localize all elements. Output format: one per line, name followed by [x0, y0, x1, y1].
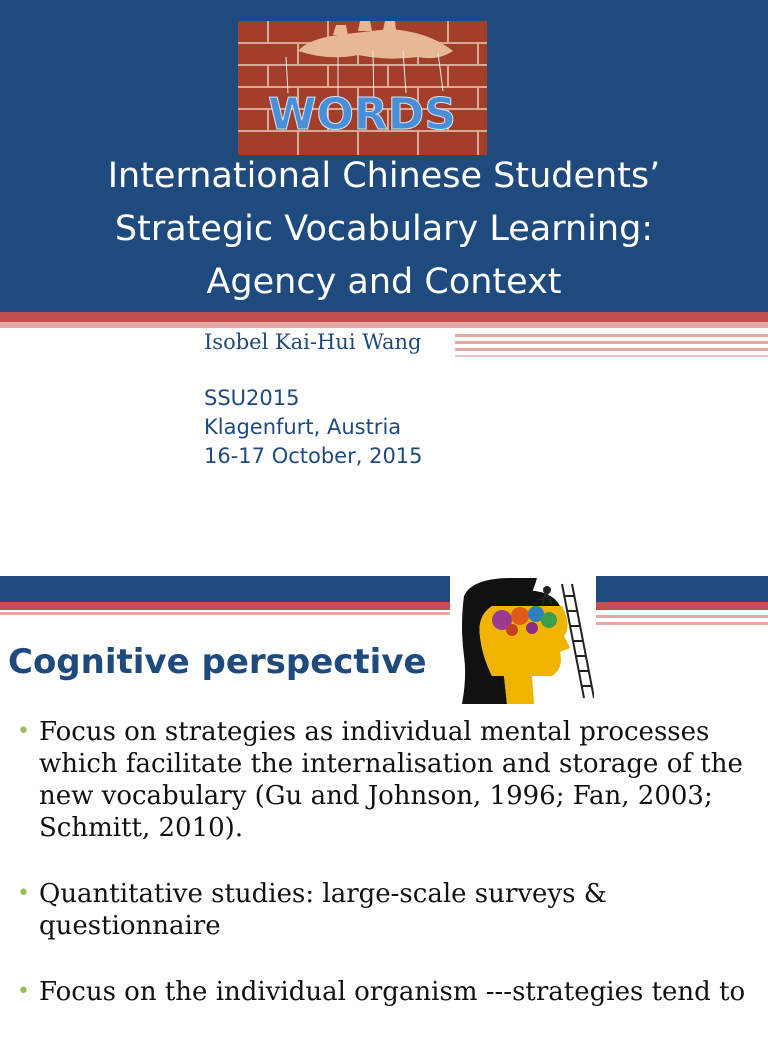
bullet-dot-icon: •	[17, 979, 30, 1004]
red-bar-right	[596, 602, 768, 610]
navy-bar-right	[596, 576, 768, 602]
event-location: Klagenfurt, Austria	[204, 415, 402, 439]
navy-bar-left	[0, 576, 450, 602]
bullet-text: Focus on strategies as individual mental processes which facilitate the internalisation and storage of the new vocabulary (Gu and Johnson, 1996; Fan, 2003; Schmitt, 2010).	[39, 717, 743, 843]
right-stripe-3	[455, 348, 768, 351]
bullet-text: Focus on the individual organism ---strategies tend to	[39, 977, 746, 1007]
bullet-dot-icon: •	[17, 719, 30, 744]
right-stripe-4	[455, 355, 768, 357]
pink-line-right-1	[596, 615, 768, 618]
pink-stripe	[0, 322, 768, 328]
pink-line-right-2	[596, 622, 768, 625]
list-item	[14, 976, 762, 1008]
svg-text:WORDS: WORDS	[267, 89, 457, 140]
bullet-list	[14, 716, 762, 1042]
list-item	[14, 878, 762, 942]
event-name: SSU2015	[204, 386, 300, 410]
title-line: International Chinese Students’	[107, 156, 661, 196]
right-stripe-2	[455, 341, 768, 344]
list-item	[14, 716, 762, 844]
slide-title: Cognitive perspective	[8, 642, 427, 682]
pink-line-left	[0, 612, 450, 615]
head-gears-icon	[452, 576, 594, 704]
title-line: Agency and Context	[206, 262, 562, 302]
right-stripe-1	[455, 334, 768, 337]
author-name: Isobel Kai-Hui Wang	[204, 330, 422, 354]
event-info	[204, 384, 423, 471]
red-bar-left	[0, 602, 450, 610]
words-puppet-image	[238, 21, 487, 155]
presentation-title	[20, 150, 748, 309]
red-stripe	[0, 312, 768, 322]
bullet-text: Quantitative studies: large-scale surveys & questionnaire	[39, 879, 607, 941]
bullet-dot-icon: •	[17, 881, 30, 906]
event-date: 16-17 October, 2015	[204, 444, 423, 468]
title-line: Strategic Vocabulary Learning:	[114, 209, 654, 249]
